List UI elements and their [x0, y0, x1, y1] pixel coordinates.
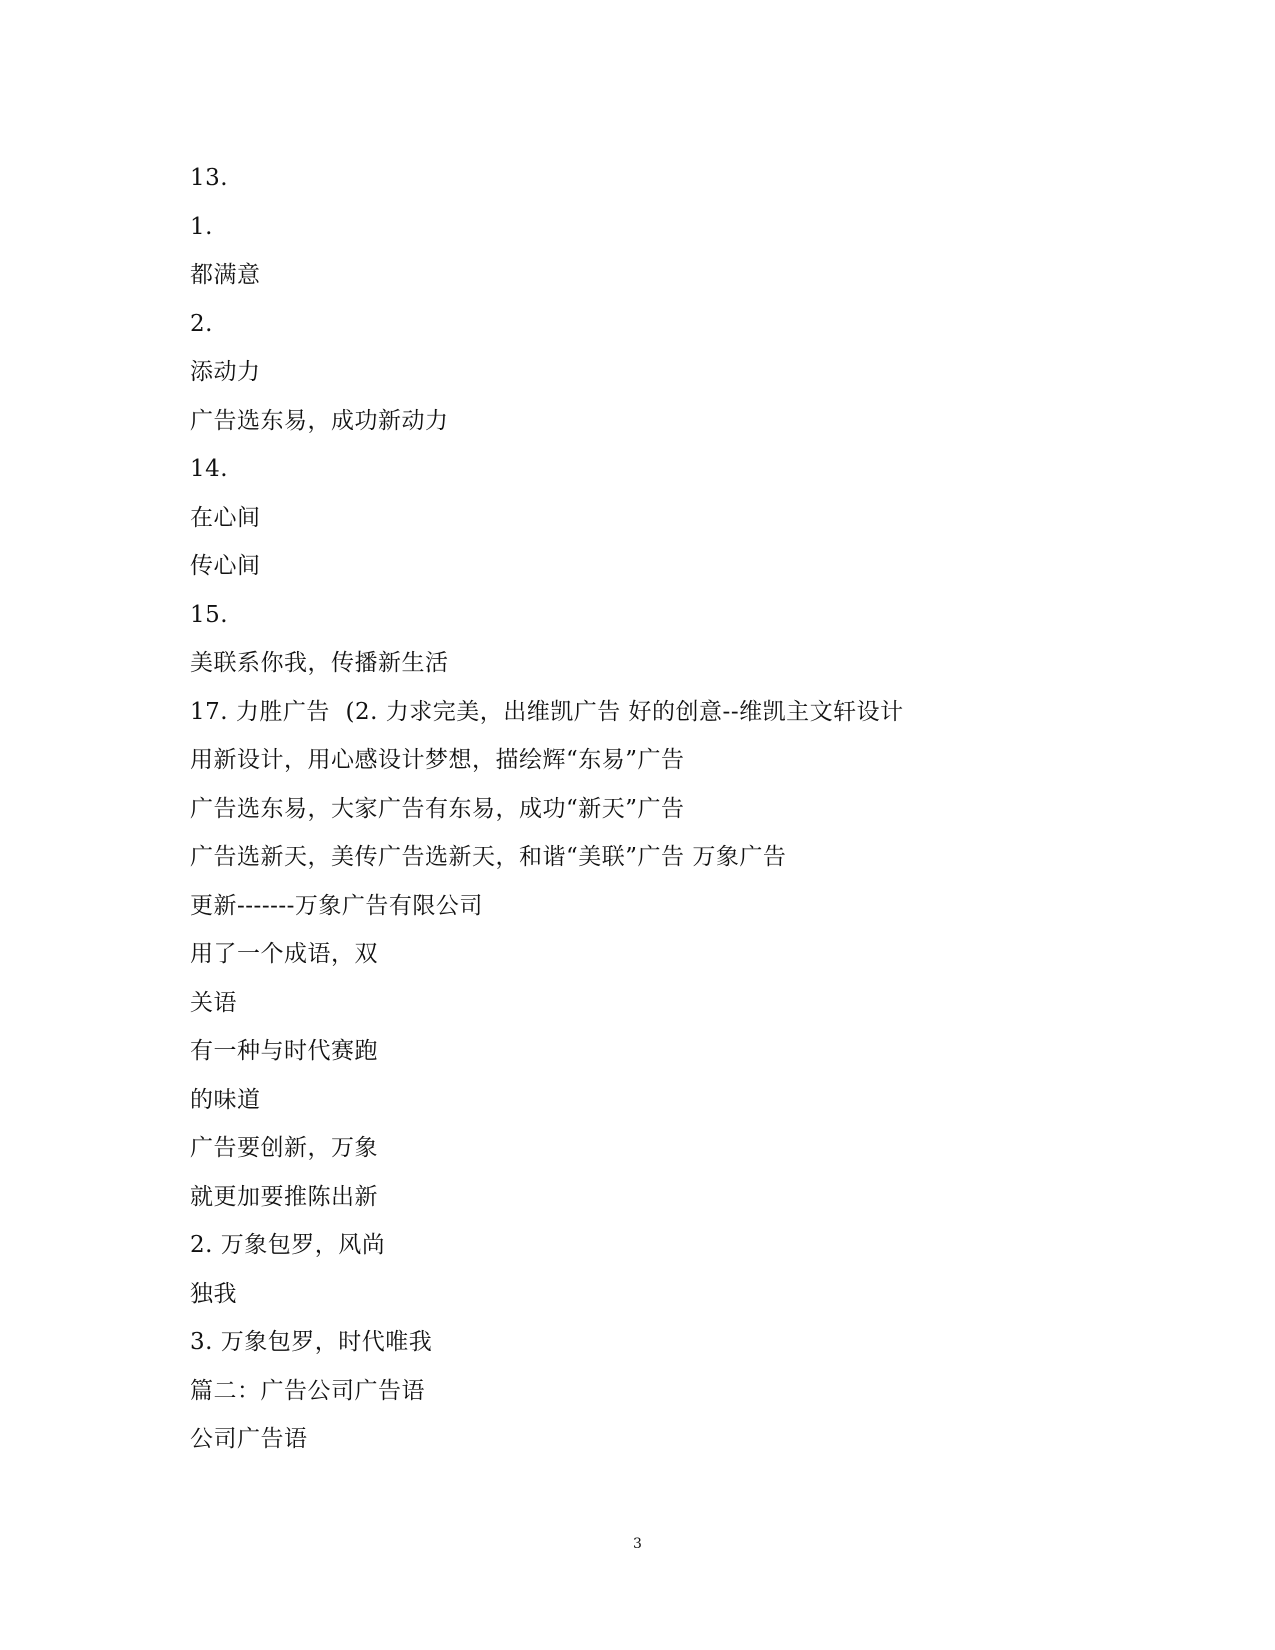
text-line: 17. 力胜广告 (2. 力求完美，出维凯广告 好的创意--维凯主文轩设计: [190, 698, 904, 725]
text-line: 公司广告语: [190, 1426, 308, 1452]
text-line: 3. 万象包罗，时代唯我: [190, 1329, 433, 1355]
text-line: 的味道: [190, 1086, 261, 1113]
text-line: 有一种与时代赛跑: [190, 1038, 378, 1064]
text-line: 在心间: [190, 504, 261, 531]
text-line: 2.: [190, 310, 213, 337]
text-line: 2. 万象包罗，风尚: [190, 1232, 386, 1258]
text-line: 就更加要推陈出新: [190, 1183, 378, 1210]
text-line: 广告选新天，美传广告选新天，和谐“美联”广告 万象广告: [190, 844, 787, 870]
text-line: 更新-------万象广告有限公司: [190, 892, 483, 919]
text-line: 美联系你我，传播新生活: [190, 650, 449, 676]
text-line: 传心间: [190, 553, 261, 579]
text-line: 关语: [190, 989, 237, 1016]
page-number: 3: [633, 1536, 642, 1552]
text-line: 14.: [190, 456, 229, 482]
text-line: 广告选东易，大家广告有东易，成功“新天”广告: [190, 795, 685, 822]
text-line: 用了一个成语，双: [190, 941, 378, 967]
document-body: [190, 158, 1090, 1468]
text-line: 独我: [190, 1280, 237, 1307]
text-line: 篇二：广告公司广告语: [190, 1377, 425, 1404]
text-line: 都满意: [190, 262, 261, 288]
text-line: 13.: [190, 165, 229, 191]
text-line: 添动力: [190, 359, 261, 385]
text-line: 广告要创新，万象: [190, 1135, 378, 1161]
text-line: 用新设计，用心感设计梦想，描绘辉“东易”广告: [190, 747, 685, 773]
text-line: 1.: [190, 213, 213, 240]
text-line: 广告选东易，成功新动力: [190, 407, 449, 434]
text-line: 15.: [190, 601, 229, 628]
